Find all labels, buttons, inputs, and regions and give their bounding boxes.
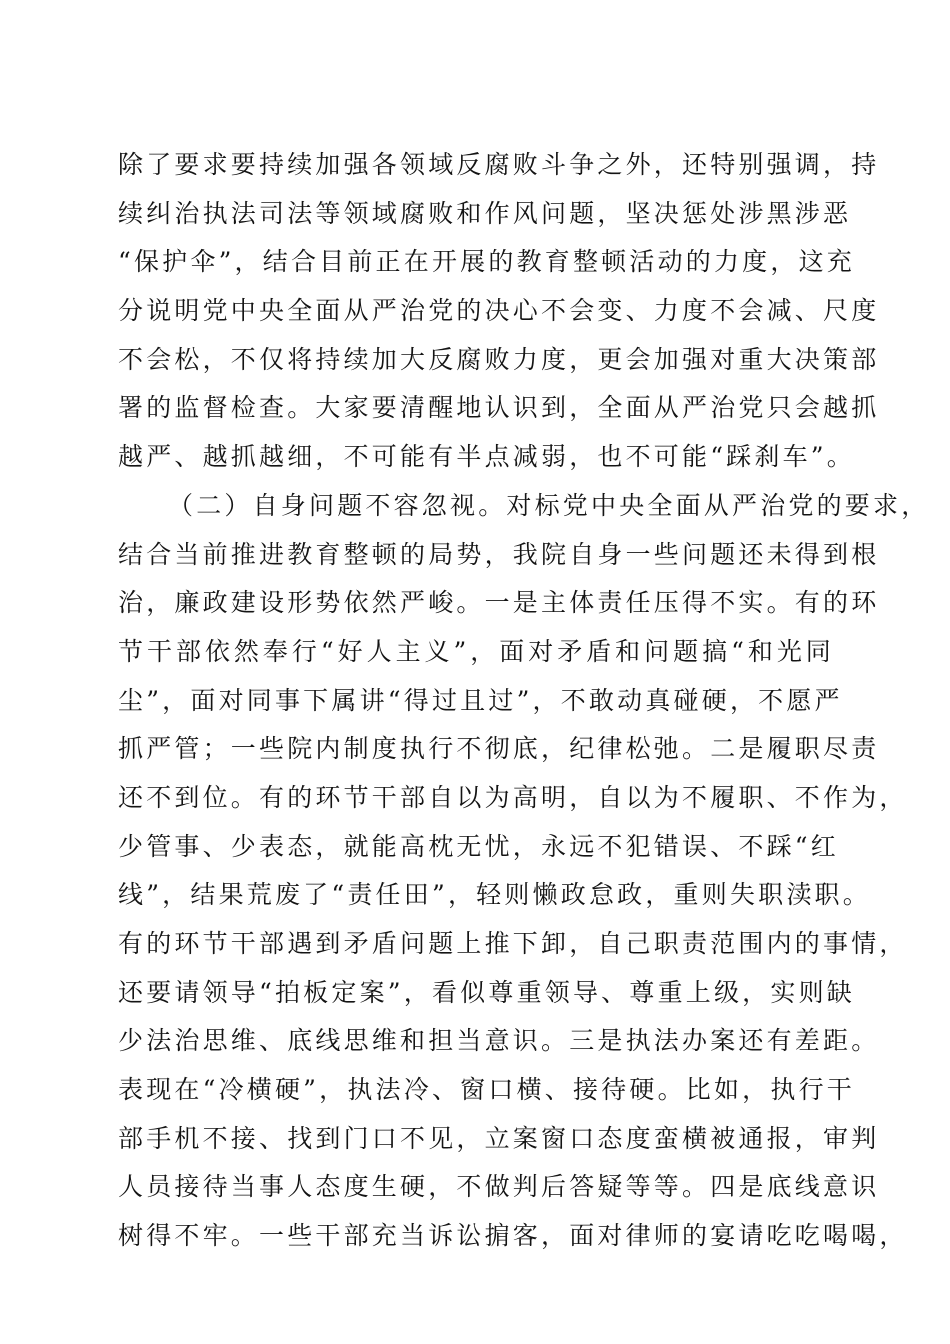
text-line: 续纠治执法司法等领域腐败和作风问题，坚决惩处涉黑涉恶	[118, 198, 852, 228]
text-line: 结合当前推进教育整顿的局势，我院自身一些问题还未得到根	[118, 539, 880, 569]
text-line: 还要请领导“拍板定案”，看似尊重领导、尊重上级，实则缺	[118, 977, 855, 1007]
text-line: 节干部依然奉行“好人主义”，面对矛盾和问题搞“和光同	[118, 636, 834, 666]
section-heading-line: （二）自身问题不容忽视。对标党中央全面从严治党的要求，	[168, 490, 930, 520]
text-line: 有的环节干部遇到矛盾问题上推下卸，自己职责范围内的事情，	[118, 929, 908, 958]
text-line: 不会松，不仅将持续加大反腐败力度，更会加强对重大决策部	[118, 344, 880, 374]
text-line-paragraph-end: 越严、越抓越细，不可能有半点减弱，也不可能“踩刹车”。	[118, 442, 855, 472]
text-line: 部手机不接、找到门口不见，立案窗口态度蛮横被通报，审判	[118, 1123, 880, 1153]
text-line: 尘”，面对同事下属讲“得过且过”，不敢动真碰硬，不愿严	[118, 685, 843, 715]
text-line: 树得不牢。一些干部充当诉讼掮客，面对律师的宴请吃吃喝喝，	[118, 1221, 908, 1251]
text-line: 除了要求要持续加强各领域反腐败斗争之外，还特别强调，持	[118, 150, 880, 179]
text-line: 抓严管；一些院内制度执行不彻底，纪律松弛。二是履职尽责	[118, 734, 880, 764]
text-line: 治，廉政建设形势依然严峻。一是主体责任压得不实。有的环	[118, 588, 880, 618]
body-text	[118, 141, 930, 1261]
text-line: “保护伞”，结合目前正在开展的教育整顿活动的力度，这充	[118, 247, 855, 277]
text-line: 表现在“冷横硬”，执法冷、窗口横、接待硬。比如，执行干	[118, 1075, 855, 1105]
text-line: 署的监督检查。大家要清醒地认识到，全面从严治党只会越抓	[118, 393, 880, 423]
text-line: 分说明党中央全面从严治党的决心不会变、力度不会减、尺度	[118, 296, 880, 326]
text-line: 少法治思维、底线思维和担当意识。三是执法办案还有差距。	[118, 1026, 880, 1056]
text-line: 人员接待当事人态度生硬，不做判后答疑等等。四是底线意识	[118, 1172, 880, 1202]
text-line: 少管事、少表态，就能高枕无忧，永远不犯错误、不踩“红	[118, 831, 839, 861]
text-line: 还不到位。有的环节干部自以为高明，自以为不履职、不作为，	[118, 782, 908, 812]
text-line: 线”，结果荒废了“责任田”，轻则懒政怠政，重则失职渎职。	[118, 880, 871, 910]
